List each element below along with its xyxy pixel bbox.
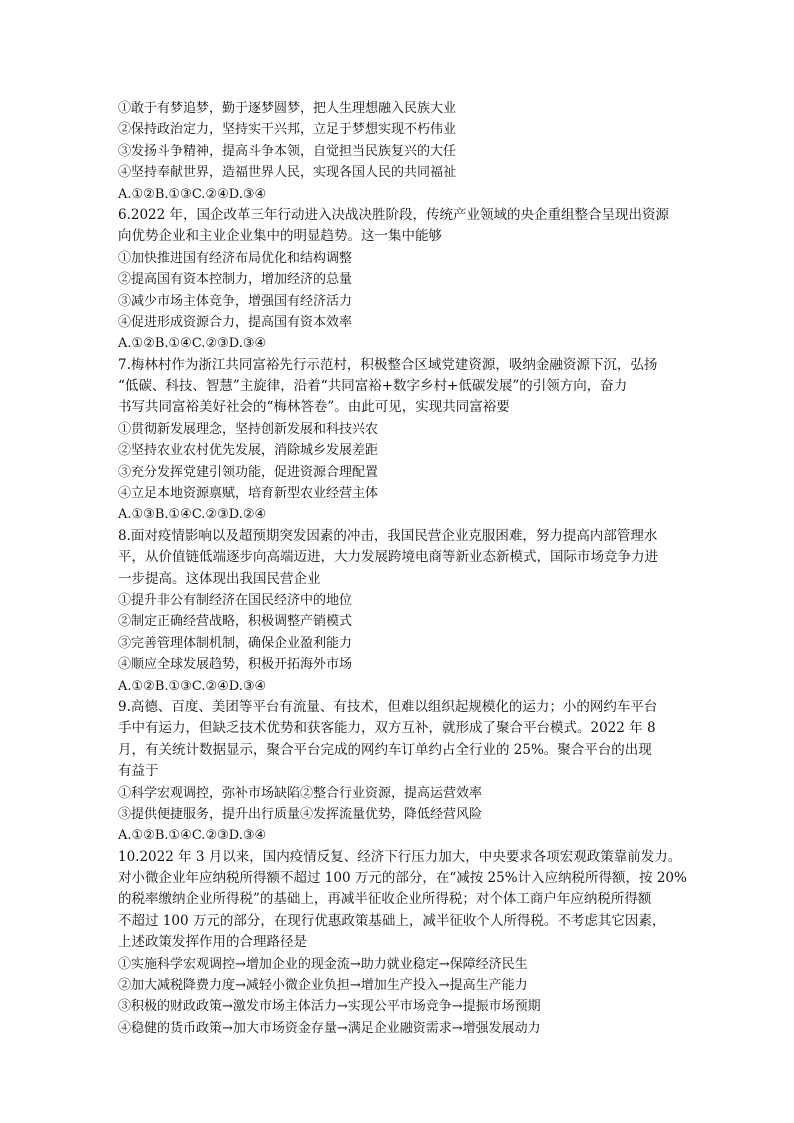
option-line: ③减少市场主体竞争，增强国有经济活力 [118, 293, 353, 309]
question-stem-line: 上述政策发挥作用的合理路径是 [118, 934, 307, 951]
answer-choices: A.①②B.①③C.②④D.③④ [118, 678, 267, 694]
question-8 [118, 526, 696, 697]
option-line: ③提供便捷服务，提升出行质量④发挥流量优势，降低经营风险 [118, 806, 483, 822]
question-9 [118, 697, 696, 847]
question-7 [118, 355, 696, 526]
question-stem-line: 平，从价值链低端逐步向高端迈进，大力发展跨境电商等新业态新模式，国际市场竞争力进 [118, 549, 658, 566]
option-line: ③积极的财政政策→激发市场主体活力→实现公平市场竞争→提振市场预期 [118, 999, 541, 1015]
option-line: ②加大减税降费力度→减轻小微企业负担→增加生产投入→提高生产能力 [118, 978, 528, 994]
option-line: ③充分发挥党建引领功能，促进资源合理配置 [118, 464, 379, 480]
option-line: ①实施科学宏观调控→增加企业的现金流→助力就业稳定→保障经济民生 [118, 956, 528, 972]
exam-page [118, 98, 696, 1039]
option-line: ①加快推进国有经济布局优化和结构调整 [118, 250, 353, 266]
question-stem-line: “低碳、科技、智慧”主旋律，沿着“共同富裕+数字乡村+低碳发展”的引领方向，奋力 [118, 378, 628, 395]
option-line: ①贯彻新发展理念，坚持创新发展和科技兴农 [118, 421, 379, 437]
option-line: ④促进形成资源合力，提高国有资本效率 [118, 314, 353, 330]
option-line: ①科学宏观调控，弥补市场缺陷②整合行业资源，提高运营效率 [118, 785, 483, 801]
option-line: ④顺应全球发展趋势，积极开拓海外市场 [118, 657, 353, 673]
option-line: ①敢于有梦追梦，勤于逐梦圆梦，把人生理想融入民族大业 [118, 101, 457, 116]
option-line: ①提升非公有制经济在国民经济中的地位 [118, 592, 353, 608]
question-stem-line: 不超过 100 万元的部分，在现行优惠政策基础上，减半征收个人所得税。不考虑其它因素， [118, 912, 666, 929]
question-stem-line: 8.面对疫情影响以及超预期突发因素的冲击，我国民营企业克服困难，努力提高内部管理水 [118, 527, 658, 544]
answer-choices: A.①②B.①④C.②③D.③④ [118, 336, 267, 352]
option-line: ④立足本地资源禀赋，培育新型农业经营主体 [118, 486, 379, 502]
question-stem-line: 6.2022 年，国企改革三年行动进入决战决胜阶段，传统产业领域的央企重组整合呈现出资源 [118, 206, 670, 223]
question-stem-line: 对小微企业年应纳税所得额不超过 100 万元的部分，在“减按 25%计入应纳税所得额，按 20% [118, 870, 687, 887]
option-line: ②保持政治定力，坚持实干兴邦，立足于梦想实现不朽伟业 [118, 122, 457, 138]
option-line: ④稳健的货币政策→加大市场资金存量→满足企业融资需求→增强发展动力 [118, 1020, 541, 1036]
answer-choices: A.①②B.①③C.②④D.③④ [118, 186, 267, 202]
question-6 [118, 205, 696, 355]
option-line: ③发扬斗争精神，提高斗争本领，自觉担当民族复兴的大任 [118, 143, 457, 159]
question-stem-line: 9.高德、百度、美团等平台有流量、有技术，但难以组织起规模化的运力；小的网约车平台 [118, 698, 658, 715]
option-line: ②提高国有资本控制力，增加经济的总量 [118, 272, 353, 288]
question-stem-line: 10.2022 年 3 月以来，国内疫情反复、经济下行压力加大，中央要求各项宏观政策靠前发力。 [118, 848, 682, 865]
option-line: ④坚持奉献世界，造福世界人民，实现各国人民的共同福祉 [118, 165, 457, 181]
answer-choices: A.①②B.①④C.②③D.③④ [118, 828, 267, 844]
question-5-tail [118, 98, 696, 205]
question-stem-line: 书写共同富裕美好社会的“梅林答卷”。由此可见，实现共同富裕要 [118, 399, 510, 416]
question-10 [118, 847, 696, 1040]
question-stem-line: 手中有运力，但缺乏技术优势和获客能力，双方互补，就形成了聚合平台模式。2022 年 8 [118, 720, 656, 737]
option-line: ②坚持农业农村优先发展，消除城乡发展差距 [118, 443, 379, 459]
question-stem-line: 月，有关统计数据显示，聚合平台完成的网约车订单约占全行业的 25%。聚合平台的出现 [118, 741, 652, 758]
option-line: ②制定正确经营战略，积极调整产销模式 [118, 614, 353, 630]
question-stem-line: 向优势企业和主业企业集中的明显趋势。这一集中能够 [118, 228, 442, 245]
answer-choices: A.①③B.①④C.②③D.②④ [118, 507, 267, 523]
option-line: ③完善管理体制机制，确保企业盈利能力 [118, 635, 353, 651]
question-stem-line: 有益于 [118, 763, 159, 780]
question-stem-line: 一步提高。这体现出我国民营企业 [118, 570, 321, 587]
question-stem-line: 7.梅林村作为浙江共同富裕先行示范村，积极整合区域党建资源，吸纳金融资源下沉，弘扬 [118, 356, 658, 373]
question-stem-line: 的税率缴纳企业所得税”的基础上，再减半征收企业所得税；对个体工商户年应纳税所得额 [118, 891, 652, 908]
